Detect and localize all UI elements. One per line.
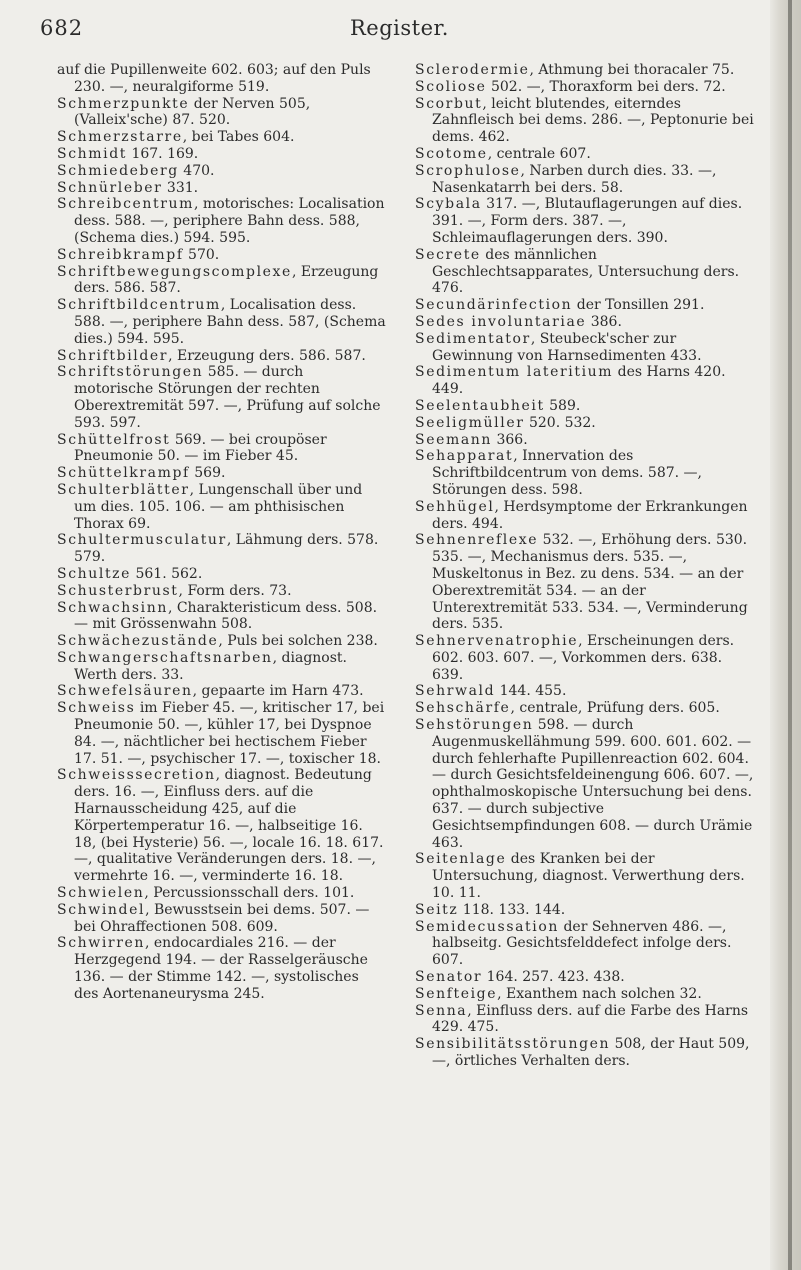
index-entry bbox=[415, 331, 755, 365]
index-keyword: Sehapparat bbox=[415, 448, 514, 465]
index-keyword: Schultze bbox=[57, 565, 132, 582]
index-keyword: Sedimentator bbox=[415, 330, 531, 347]
index-entry bbox=[57, 146, 387, 163]
index-references: 164. 257. 423. 438. bbox=[482, 969, 625, 986]
index-references: , Bewusstsein bei dems. 507. — bei Ohraffectionen 508. 609. bbox=[74, 901, 370, 935]
index-entry bbox=[415, 851, 755, 901]
index-references: , Steubeck'scher zur Gewinnung von Harnsedimenten 433. bbox=[432, 330, 702, 364]
index-keyword: Scoliose bbox=[415, 78, 487, 95]
index-keyword: Schwindel bbox=[57, 901, 146, 918]
index-keyword: Schriftbilder bbox=[57, 347, 169, 364]
index-references: 470. bbox=[178, 162, 215, 179]
index-entry bbox=[57, 767, 387, 885]
index-references: , diagnost. Bedeutung ders. 16. —, Einfluss ders. auf die Harnausscheidung 425, auf die Körpertemperatur 16. —, halbseitige 16. 18, (bei Hysterie) 56. —, locale 16. 18. 617. —, qualitative Veränderungen ders. 18. —, vermehrte 16. —, verminderte 16. 18. bbox=[74, 767, 384, 885]
index-references: , Erzeugung ders. 586. 587. bbox=[168, 347, 366, 364]
index-entry bbox=[415, 633, 755, 683]
index-keyword: Schmerzpunkte bbox=[57, 95, 190, 112]
index-references: , Localisation dess. 588. —, periphere Bahn dess. 587, (Schema dies.) 594. 595. bbox=[74, 297, 386, 347]
index-keyword: Secrete bbox=[415, 246, 481, 263]
index-keyword: Schwirren bbox=[57, 935, 145, 952]
index-entry bbox=[415, 902, 755, 919]
index-keyword: Senator bbox=[415, 969, 483, 986]
index-references: , gepaarte im Harn 473. bbox=[192, 683, 364, 700]
index-entry bbox=[415, 62, 755, 79]
index-entry bbox=[415, 700, 755, 717]
index-keyword: Schreibcentrum bbox=[57, 196, 195, 213]
index-entry bbox=[57, 650, 387, 684]
index-entry bbox=[415, 1036, 755, 1070]
index-references: , centrale 607. bbox=[487, 145, 591, 162]
index-references: 508, der Haut 509, —, örtliches Verhalten ders. bbox=[432, 1036, 750, 1070]
index-entry bbox=[415, 196, 755, 246]
index-references: 598. — durch Augenmuskellähmung 599. 600. 601. 602. — durch fehlerhafte Pupillenreaction 602. 604. — durch Gesichtsfeldeinengung 606. 607. —, ophthalmoskopische Untersuchung bei dens. 637. — durch subjective Gesichtsempfindungen 608. — durch Urämie 463. bbox=[432, 717, 754, 851]
index-references: , Puls bei solchen 238. bbox=[218, 633, 378, 650]
index-entry bbox=[57, 364, 387, 431]
index-entry bbox=[415, 364, 755, 398]
index-references: 569. bbox=[189, 465, 226, 482]
index-keyword: Seemann bbox=[415, 431, 493, 448]
index-entry bbox=[415, 717, 755, 851]
index-keyword: Schreibkrampf bbox=[57, 246, 184, 263]
index-entry bbox=[415, 96, 755, 146]
index-keyword: Sensibilitätsstörungen bbox=[415, 1036, 611, 1053]
index-entry bbox=[415, 1003, 755, 1037]
index-references: 569. — bei croupöser Pneumonie 50. — im Fieber 45. bbox=[74, 431, 327, 465]
index-entry bbox=[57, 96, 387, 130]
index-references: , Athmung bei thoracaler 75. bbox=[529, 62, 735, 78]
index-keyword: Seitz bbox=[415, 901, 459, 918]
index-entry bbox=[415, 919, 755, 969]
index-references: , Herdsymptome der Erkrankungen ders. 494. bbox=[432, 498, 748, 532]
index-entry bbox=[57, 482, 387, 532]
index-keyword: Schnürleber bbox=[57, 179, 163, 196]
index-references: des Harns 420. 449. bbox=[432, 364, 726, 398]
index-references: 366. bbox=[492, 431, 528, 448]
index-references: der Sehnerven 486. —, halbseitg. Gesichtsfelddefect infolge ders. 607. bbox=[432, 918, 732, 969]
index-references: , Lungenschall über und um dies. 105. 106. — am phthisischen Thorax 69. bbox=[74, 481, 363, 532]
index-keyword: Schüttelfrost bbox=[57, 431, 171, 448]
index-keyword: Schweisssecretion bbox=[57, 767, 216, 784]
index-entry bbox=[415, 398, 755, 415]
index-references: , motorisches: Localisation dess. 588. —, periphere Bahn dess. 588, (Schema dies.) 594. 595. bbox=[74, 196, 385, 246]
index-keyword: Schmiedeberg bbox=[57, 162, 179, 179]
index-column-right bbox=[415, 62, 755, 1070]
index-entry bbox=[415, 314, 755, 331]
index-references: , Charakteristicum dess. 508. — mit Grössenwahn 508. bbox=[74, 599, 378, 633]
index-entry bbox=[57, 935, 387, 1002]
index-entry bbox=[415, 146, 755, 163]
page-header bbox=[40, 16, 730, 46]
index-references: , bei Tabes 604. bbox=[182, 129, 295, 146]
index-entry bbox=[57, 633, 387, 650]
index-keyword: Sedes involuntariae bbox=[415, 313, 587, 330]
index-keyword: Sehnervenatrophie bbox=[415, 633, 579, 650]
index-keyword: Schmerzstarre bbox=[57, 129, 183, 146]
index-references: , endocardiales 216. — der Herzgegend 194. — der Rasselgeräusche 136. — der Stimme 142. —, systolisches des Aortenaneurysma 245. bbox=[74, 935, 368, 1002]
index-keyword: Semidecussation bbox=[415, 918, 559, 935]
index-references: 167. 169. bbox=[127, 145, 199, 162]
index-entry bbox=[57, 583, 387, 600]
index-references: 118. 133. 144. bbox=[458, 901, 566, 918]
index-entry bbox=[57, 247, 387, 264]
index-keyword: Secundärinfection bbox=[415, 297, 573, 314]
index-entry bbox=[57, 885, 387, 902]
index-references: , Exanthem nach solchen 32. bbox=[497, 985, 702, 1002]
index-keyword: Schweiss bbox=[57, 700, 136, 717]
index-references: der Nerven 505, (Valleix'sche) 87. 520. bbox=[74, 95, 311, 129]
index-keyword: Schriftbildcentrum bbox=[57, 297, 221, 314]
index-keyword: Seeligmüller bbox=[415, 414, 525, 431]
index-entry bbox=[57, 600, 387, 634]
index-references: 386. bbox=[586, 313, 622, 330]
index-entry bbox=[57, 163, 387, 180]
index-entry bbox=[415, 969, 755, 986]
page-number: 682 bbox=[40, 16, 84, 40]
index-entry bbox=[415, 532, 755, 633]
index-keyword: Senna bbox=[415, 1002, 468, 1019]
index-references: , Einfluss ders. auf die Farbe des Harns 429. 475. bbox=[432, 1002, 749, 1036]
index-entry bbox=[57, 432, 387, 466]
index-entry bbox=[415, 499, 755, 533]
index-references: , Percussionsschall ders. 101. bbox=[144, 885, 355, 902]
index-references: 144. 455. bbox=[495, 683, 567, 700]
index-keyword: Sedimentum lateritium bbox=[415, 364, 614, 381]
index-keyword: Schriftbewegungscomplexe bbox=[57, 263, 292, 280]
index-keyword: Seitenlage bbox=[415, 851, 507, 868]
index-entry bbox=[415, 163, 755, 197]
index-entry bbox=[57, 62, 387, 96]
index-keyword: Schriftstörungen bbox=[57, 364, 204, 381]
index-keyword: Schwachsinn bbox=[57, 599, 168, 616]
index-references: des männlichen Geschlechtsapparates, Untersuchung ders. 476. bbox=[432, 246, 740, 297]
index-entry bbox=[415, 79, 755, 96]
index-entry bbox=[57, 683, 387, 700]
index-references: , Erzeugung ders. 586. 587. bbox=[74, 263, 379, 297]
index-keyword: Schwielen bbox=[57, 885, 145, 902]
index-references: 532. —, Erhöhung ders. 530. 535. —, Mechanismus ders. 535. —, Muskeltonus in Bez. zu dens. 534. — an der Oberextremität 534. — an der Unterextremität 533. 534. —, Verminderung ders. 535. bbox=[432, 532, 748, 633]
index-references: 502. —, Thoraxform bei ders. 72. bbox=[486, 78, 726, 95]
index-entry bbox=[57, 180, 387, 197]
index-column-left bbox=[57, 62, 387, 1003]
index-entry bbox=[57, 566, 387, 583]
index-references: , centrale, Prüfung ders. 605. bbox=[510, 700, 720, 717]
index-references: , leicht blutendes, eiterndes Zahnfleisch bei dems. 286. —, Peptonurie bei dems. 462. bbox=[432, 95, 754, 146]
index-references: 331. bbox=[162, 179, 199, 196]
index-references: 561. 562. bbox=[131, 565, 203, 582]
index-references: im Fieber 45. —, kritischer 17, bei Pneumonie 50. —, kühler 17, bei Dyspnoe 84. —, nächtlicher bei hectischem Fieber 17. 51. —, psychischer 17. —, toxischer 18. bbox=[74, 700, 385, 767]
index-entry bbox=[57, 532, 387, 566]
index-entry bbox=[57, 129, 387, 146]
index-references: 589. bbox=[544, 397, 581, 414]
index-keyword: Schwefelsäuren bbox=[57, 683, 193, 700]
index-keyword: Schultermusculatur bbox=[57, 532, 227, 549]
page-edge bbox=[770, 0, 801, 1270]
index-entry bbox=[415, 448, 755, 498]
index-references: 570. bbox=[183, 246, 220, 263]
index-keyword: Scybala bbox=[415, 196, 482, 213]
page-title: Register. bbox=[350, 16, 449, 40]
index-references: , Narben durch dies. 33. —, Nasenkatarrh bei ders. 58. bbox=[432, 162, 717, 196]
index-keyword: Schulterblätter bbox=[57, 481, 190, 498]
index-entry bbox=[415, 986, 755, 1003]
index-keyword: Scrophulose bbox=[415, 162, 521, 179]
index-keyword: Sehstörungen bbox=[415, 717, 534, 734]
index-references: , Lähmung ders. 578. 579. bbox=[74, 532, 379, 566]
index-keyword: Senfteige bbox=[415, 985, 498, 1002]
index-keyword: Sehschärfe bbox=[415, 700, 511, 717]
index-references: , diagnost. Werth ders. 33. bbox=[74, 649, 347, 683]
index-keyword: Schwangerschaftsnarben bbox=[57, 649, 273, 666]
index-keyword: Seelentaubheit bbox=[415, 397, 545, 414]
index-keyword: Scorbut bbox=[415, 95, 483, 112]
index-entry bbox=[57, 700, 387, 767]
index-entry bbox=[57, 297, 387, 347]
index-keyword: Sehrwald bbox=[415, 683, 496, 700]
index-entry bbox=[415, 415, 755, 432]
index-entry bbox=[415, 247, 755, 297]
index-entry bbox=[415, 432, 755, 449]
index-entry bbox=[415, 297, 755, 314]
index-keyword: Scotome bbox=[415, 145, 488, 162]
index-references: , Erscheinungen ders. 602. 603. 607. —, Vorkommen ders. 638. 639. bbox=[432, 633, 735, 683]
index-references: , Innervation des Schriftbildcentrum von dems. 587. —, Störungen dess. 598. bbox=[432, 448, 702, 498]
index-keyword: Sehhügel bbox=[415, 498, 495, 515]
index-entry bbox=[57, 196, 387, 246]
index-keyword: Schusterbrust bbox=[57, 582, 179, 599]
index-references: auf die Pupillenweite 602. 603; auf den Puls 230. —, neuralgiforme 519. bbox=[57, 62, 371, 95]
index-keyword: Schüttelkrampf bbox=[57, 465, 190, 482]
index-keyword: Schwächezustände bbox=[57, 633, 219, 650]
index-references: 585. — durch motorische Störungen der rechten Oberextremität 597. —, Prüfung auf solche 593. 597. bbox=[74, 364, 381, 431]
index-entry bbox=[57, 264, 387, 298]
index-entry bbox=[57, 902, 387, 936]
index-references: 520. 532. bbox=[524, 414, 596, 431]
index-references: der Tonsillen 291. bbox=[572, 297, 705, 314]
index-entry bbox=[57, 348, 387, 365]
index-keyword: Schmidt bbox=[57, 145, 127, 162]
index-keyword: Sclerodermie bbox=[415, 62, 530, 78]
index-keyword: Sehnenreflexe bbox=[415, 532, 539, 549]
index-references: des Kranken bei der Untersuchung, diagnost. Verwerthung ders. 10. 11. bbox=[432, 851, 745, 902]
index-entry bbox=[57, 465, 387, 482]
index-references: , Form ders. 73. bbox=[178, 582, 292, 599]
index-references: 317. —, Blutauflagerungen auf dies. 391. —, Form ders. 387. —, Schleimauflagerungen ders. 390. bbox=[432, 196, 743, 246]
index-entry bbox=[415, 683, 755, 700]
